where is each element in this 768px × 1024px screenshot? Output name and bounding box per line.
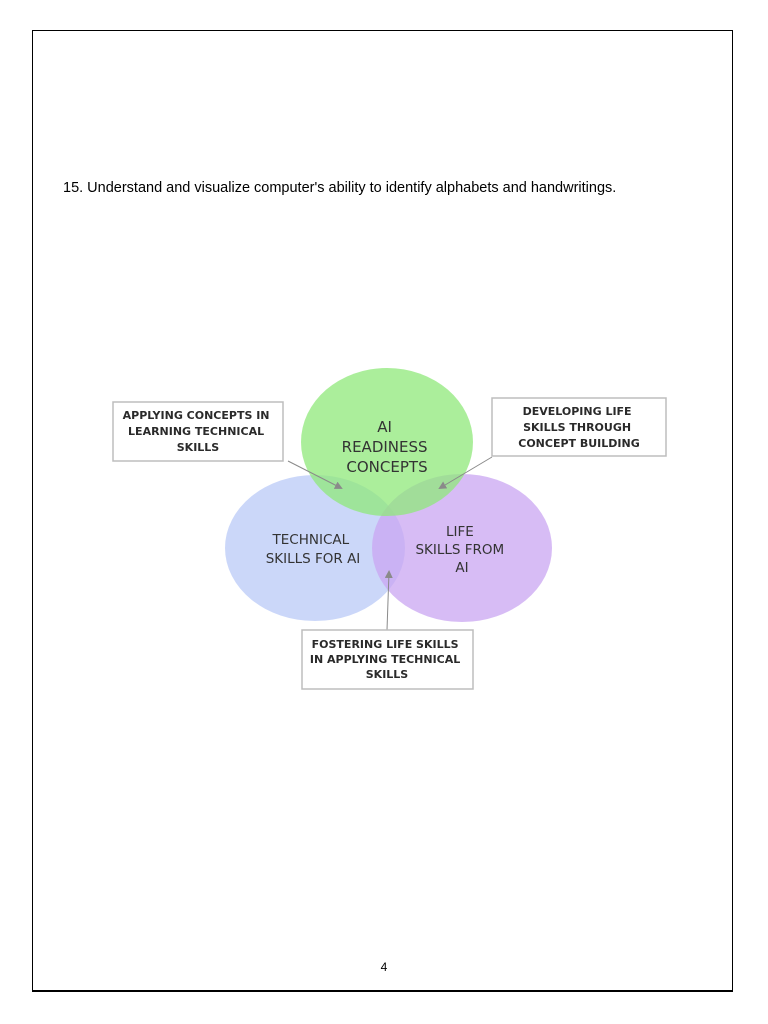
circle-label-life-line-3: AI [455, 560, 469, 576]
callout-developing [492, 398, 666, 456]
callout-applying-line-1: APPLYING CONCEPTS IN [122, 409, 270, 422]
callout-developing-line-1: DEVELOPING LIFE [522, 405, 632, 418]
callout-developing-line-3: CONCEPT BUILDING [518, 437, 640, 450]
svg-text:DEVELOPING LIFE SKILLS T [518, 405, 640, 450]
callout-fostering [302, 630, 473, 689]
circle-label-technical-line-2: SKILLS FOR AI [265, 551, 361, 567]
circle-label-ai-line-3: CONCEPTS [346, 458, 428, 476]
callout-fostering-line-2: IN APPLYING TECHNICAL [309, 653, 461, 666]
circle-label-life-line-1: LIFE [445, 524, 474, 540]
callout-applying [113, 402, 283, 461]
callout-developing-line-2: SKILLS THROUGH [523, 421, 632, 434]
circle-label-ai-line-1: AI [377, 418, 392, 436]
callout-fostering-line-3: SKILLS [365, 668, 409, 681]
circle-label-ai-line-2: READINESS [341, 438, 428, 456]
callout-applying-line-3: SKILLS [176, 441, 220, 454]
list-item-15: 15. Understand and visualize computer's ability to identify alphabets and handwritings. [63, 180, 617, 196]
circle-label-life-line-2: SKILLS FROM [415, 542, 505, 558]
page-number: 4 [380, 960, 388, 974]
callout-fostering-line-1: FOSTERING LIFE SKILLS [311, 638, 459, 651]
callout-applying-line-2: LEARNING TECHNICAL [128, 425, 265, 438]
circle-label-technical-line-1: TECHNICAL [272, 532, 350, 548]
